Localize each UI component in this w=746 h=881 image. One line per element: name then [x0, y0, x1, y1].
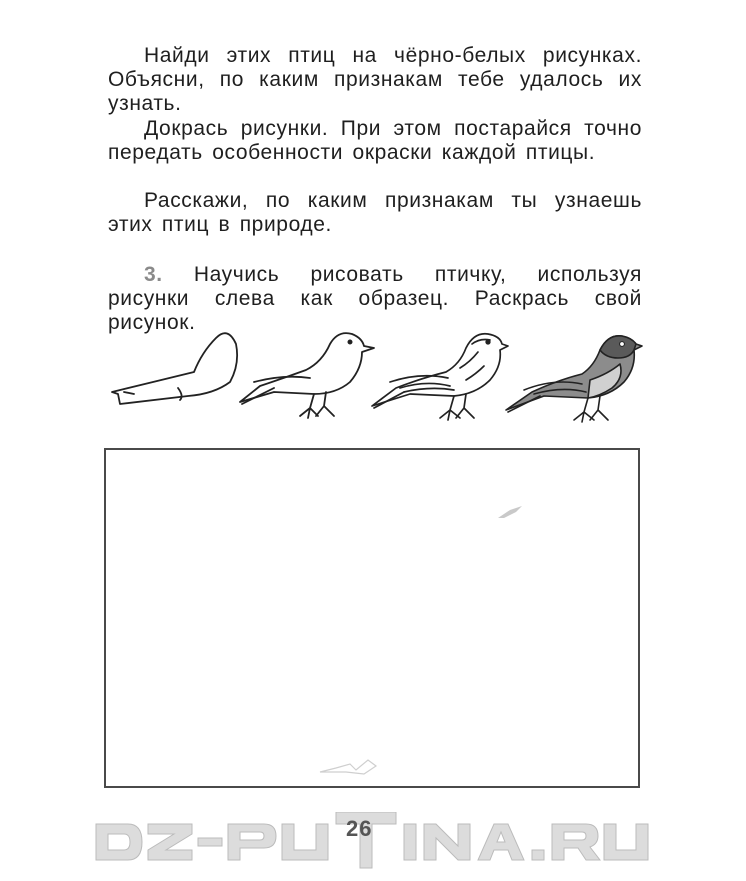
bird-step-4-colored: [506, 336, 642, 422]
instruction-find-birds: Найди этих птиц на чёрно-белых рисунках. Объясни, по каким признакам тебе удалось их узнать.: [108, 44, 642, 115]
bird-step-1-outline: [112, 333, 237, 404]
bird-step-2-legs: [240, 333, 374, 418]
task-3-text: Научись рисовать птичку, используя рисунки слева как образец. Раскрась свой рисунок.: [108, 263, 643, 334]
drawing-area[interactable]: [104, 448, 640, 788]
page-number: 26: [346, 816, 373, 841]
smudge-mark: [316, 750, 386, 780]
smudge-mark: [496, 502, 526, 522]
instruction-tell-signs: Расскажи, по каким признакам ты узнаешь этих птиц в природе.: [108, 189, 642, 236]
bird-drawing-steps: [104, 322, 644, 432]
task-3-number: 3.: [144, 263, 163, 286]
instruction-color-drawings: Докрась рисунки. При этом постарайся точно передать особенности окраски каждой птицы.: [108, 117, 642, 164]
bird-step-3-feathers: [372, 334, 508, 420]
